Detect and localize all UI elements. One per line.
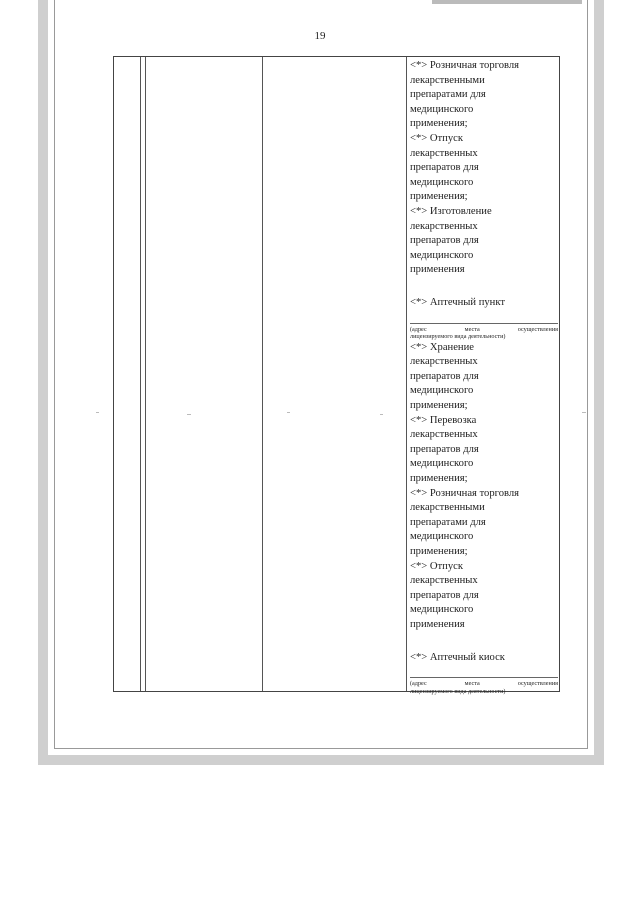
activity-line: <*> Розничная торговля [410,487,520,499]
column-divider [145,57,146,691]
scan-speck [380,414,383,415]
scan-top-edge [432,0,582,4]
column-divider [406,57,407,691]
column-divider [140,57,141,691]
address-caption: лицензируемого вида деятельности) [410,333,506,341]
activity-line: медицинского [410,176,474,188]
activity-line: применения [410,264,465,276]
activity-cell [410,59,558,695]
activity-line: <*> Хранение [410,341,474,353]
license-table [113,56,560,695]
column-divider [262,57,263,691]
facility-type: <*> Аптечный киоск [410,651,505,663]
activity-line: применения [410,618,465,630]
activity-line: <*> Отпуск [410,132,463,144]
activity-line: препаратов для [410,162,479,174]
activity-line: медицинского [410,249,474,261]
activity-line: применения; [410,118,468,130]
address-caption: (адрес места осуществления [410,677,558,688]
activity-line: препаратов для [410,370,479,382]
activity-line: применения; [410,546,468,557]
activity-line: препаратами для [410,89,486,101]
scan-speck [187,414,191,415]
scan-speck [96,412,99,413]
activity-line: медицинского [410,385,474,397]
activity-line: лекарственных [410,356,478,368]
activity-line: применения; [410,473,468,485]
facility-type: <*> Аптечный пункт [410,296,505,308]
activity-line: медицинского [410,458,474,470]
scan-speck [287,412,290,413]
activity-line: <*> Розничная торговля [410,60,520,71]
activity-line: препаратов для [410,235,479,247]
activity-line: медицинского [410,604,474,616]
address-caption: лицензируемого вида деятельности) [410,687,506,695]
activity-line: <*> Отпуск [410,560,463,572]
activity-line: лекарственных [410,429,478,441]
activity-line: медицинского [410,103,474,115]
activity-line: медицинского [410,531,474,543]
activity-line: лекарственных [410,575,478,587]
activity-line: лекарственными [410,502,485,514]
activity-line: лекарственных [410,147,478,159]
activity-line: препаратов для [410,589,479,601]
activity-line: лекарственными [410,74,485,86]
activity-line: применения; [410,400,468,412]
activity-line: применения; [410,191,468,203]
address-caption: (адрес места осуществления [410,323,558,334]
activity-line: <*> Изготовление [410,205,492,217]
activity-line: лекарственных [410,220,478,232]
activity-line: <*> Перевозка [410,414,477,426]
scan-speck [582,412,586,413]
page-number: 19 [314,30,326,42]
activity-line: препаратов для [410,443,479,455]
activity-line: препаратами для [410,516,486,528]
